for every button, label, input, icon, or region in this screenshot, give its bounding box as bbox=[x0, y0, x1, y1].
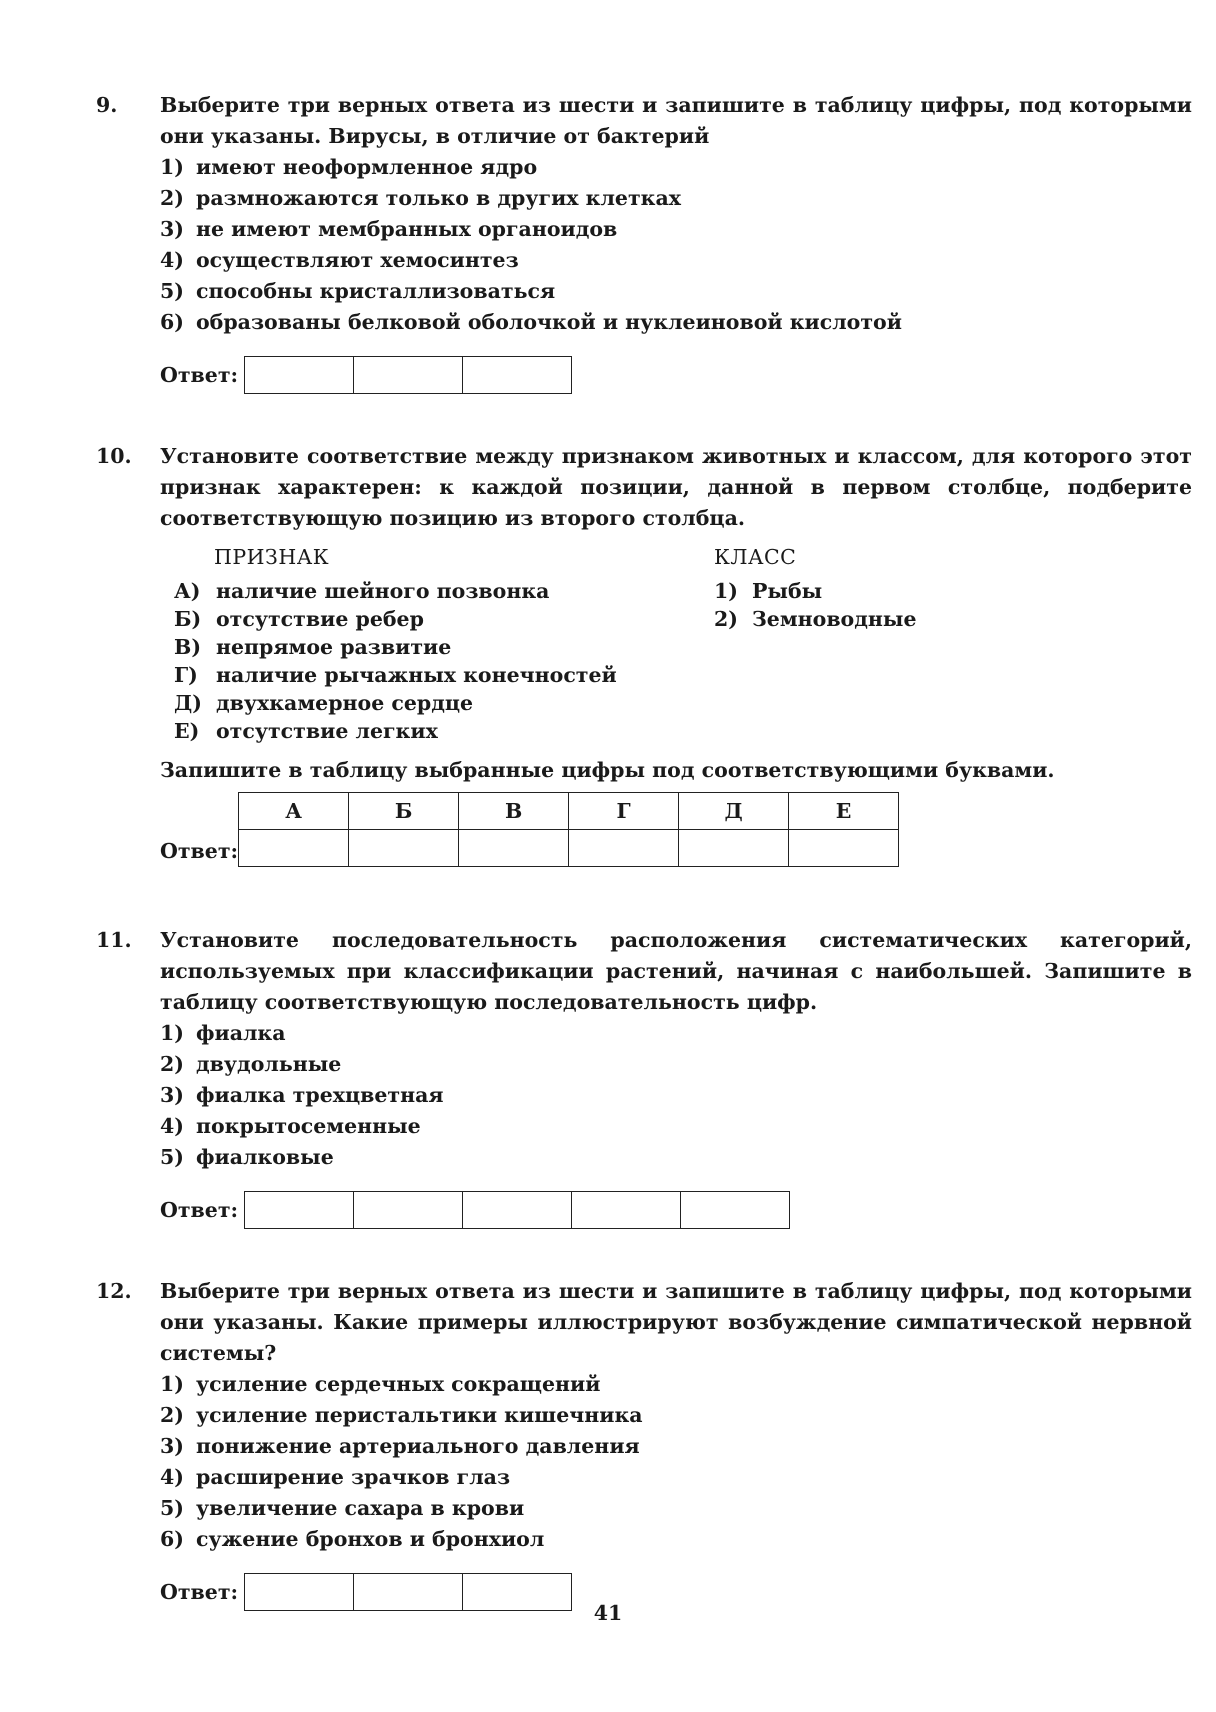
question-9 bbox=[96, 90, 1192, 394]
option-text: не имеют мембранных органоидов bbox=[196, 217, 618, 241]
option-text: размножаются только в других клетках bbox=[196, 186, 681, 210]
question-number: 11. bbox=[96, 928, 132, 952]
item-letter: Б) bbox=[174, 607, 202, 631]
option-number: 2) bbox=[160, 1052, 184, 1076]
answer-cell[interactable] bbox=[245, 357, 354, 393]
option-number: 5) bbox=[160, 279, 184, 303]
option-text: покрытосеменные bbox=[196, 1114, 421, 1138]
attribute-item bbox=[174, 661, 714, 689]
option-text: увеличение сахара в крови bbox=[196, 1496, 525, 1520]
option bbox=[160, 152, 1192, 183]
option bbox=[160, 1431, 1192, 1462]
table-instruction: Запишите в таблицу выбранные цифры под соответствующими буквами. bbox=[160, 758, 1055, 782]
option bbox=[160, 214, 1192, 245]
class-item bbox=[714, 605, 1192, 633]
question-text: Выберите три верных ответа из шести и запишите в таблицу цифры, под которыми они указаны. Вирусы, в отличие от бактерий bbox=[160, 93, 1192, 148]
question-text: Установите последовательность расположения систематических категорий, используемых при классификации растений, начиная с наибольшей. Запишите в таблицу соответствующую последовательность цифр. bbox=[160, 928, 1192, 1014]
option bbox=[160, 1018, 1192, 1049]
option-text: расширение зрачков глаз bbox=[196, 1465, 511, 1489]
item-letter: Е) bbox=[174, 719, 200, 743]
answer-cell[interactable] bbox=[245, 1192, 354, 1228]
table-letter: Б bbox=[349, 793, 459, 830]
answer-cell[interactable] bbox=[349, 830, 459, 867]
attribute-item bbox=[174, 605, 714, 633]
option-text: усиление сердечных сокращений bbox=[196, 1372, 601, 1396]
question-text: Установите соответствие между признаком животных и классом, для которого этот признак характерен: к каждой позиции, данной в первом столбце, подберите соответствующую позицию из второго столбца. bbox=[160, 444, 1192, 530]
option-number: 5) bbox=[160, 1496, 184, 1520]
answer-cell[interactable] bbox=[463, 1192, 572, 1228]
item-text: наличие рычажных конечностей bbox=[216, 663, 617, 687]
table-letter: Г bbox=[569, 793, 679, 830]
option-number: 1) bbox=[160, 1021, 184, 1045]
answer-cell[interactable] bbox=[572, 1192, 681, 1228]
answer-label: Ответ: bbox=[160, 1197, 239, 1222]
option-text: усиление перистальтики кишечника bbox=[196, 1403, 643, 1427]
option-text: фиалка bbox=[196, 1021, 286, 1045]
page-number: 41 bbox=[593, 1601, 623, 1625]
item-letter: В) bbox=[174, 635, 202, 659]
answer-cell[interactable] bbox=[459, 830, 569, 867]
option-number: 5) bbox=[160, 1145, 184, 1169]
item-text: наличие шейного позвонка bbox=[216, 579, 550, 603]
attribute-item bbox=[174, 633, 714, 661]
option-number: 6) bbox=[160, 310, 184, 334]
option bbox=[160, 183, 1192, 214]
item-text: Земноводные bbox=[752, 607, 917, 631]
answer-cell[interactable] bbox=[463, 357, 571, 393]
option bbox=[160, 1049, 1192, 1080]
option-text: образованы белковой оболочкой и нуклеиновой кислотой bbox=[196, 310, 902, 334]
table-corner bbox=[160, 793, 239, 830]
answer-label: Ответ: bbox=[160, 838, 239, 863]
question-number: 10. bbox=[96, 444, 132, 468]
attribute-item bbox=[174, 689, 714, 717]
option bbox=[160, 307, 1192, 338]
option-number: 1) bbox=[160, 1372, 184, 1396]
option-number: 4) bbox=[160, 1114, 184, 1138]
answer-label: Ответ: bbox=[160, 1579, 239, 1604]
item-text: Рыбы bbox=[752, 579, 823, 603]
option bbox=[160, 276, 1192, 307]
question-12 bbox=[96, 1276, 1192, 1611]
option bbox=[160, 1080, 1192, 1111]
table-letter: В bbox=[459, 793, 569, 830]
option-text: способны кристаллизоваться bbox=[196, 279, 556, 303]
option-number: 4) bbox=[160, 248, 184, 272]
question-number: 12. bbox=[96, 1279, 132, 1303]
option-number: 4) bbox=[160, 1465, 184, 1489]
option-number: 2) bbox=[160, 186, 184, 210]
item-text: отсутствие легких bbox=[216, 719, 438, 743]
answer-cell[interactable] bbox=[681, 1192, 789, 1228]
option-number: 3) bbox=[160, 1083, 184, 1107]
option-text: понижение артериального давления bbox=[196, 1434, 640, 1458]
item-letter: Д) bbox=[174, 691, 202, 715]
option bbox=[160, 1111, 1192, 1142]
item-text: непрямое развитие bbox=[216, 635, 452, 659]
option bbox=[160, 1400, 1192, 1431]
column-header: КЛАСС bbox=[714, 545, 797, 569]
option-text: двудольные bbox=[196, 1052, 342, 1076]
question-10 bbox=[96, 441, 1192, 867]
answer-label: Ответ: bbox=[160, 362, 239, 387]
option-text: осуществляют хемосинтез bbox=[196, 248, 519, 272]
answer-cell[interactable] bbox=[239, 830, 349, 867]
answer-row bbox=[160, 356, 1192, 394]
option bbox=[160, 1493, 1192, 1524]
option bbox=[160, 1142, 1192, 1173]
answer-cell[interactable] bbox=[354, 357, 463, 393]
option-text: фиалка трехцветная bbox=[196, 1083, 444, 1107]
option-text: имеют неоформленное ядро bbox=[196, 155, 538, 179]
answer-cell[interactable] bbox=[789, 830, 899, 867]
item-letter: Г) bbox=[174, 663, 198, 687]
column-header: ПРИЗНАК bbox=[214, 545, 330, 569]
answer-cell[interactable] bbox=[354, 1192, 463, 1228]
option-number: 3) bbox=[160, 217, 184, 241]
item-letter: А) bbox=[174, 579, 201, 603]
class-column bbox=[714, 542, 1192, 745]
answer-row bbox=[160, 1191, 1192, 1229]
attribute-item bbox=[174, 717, 714, 745]
option-text: фиалковые bbox=[196, 1145, 334, 1169]
item-number: 1) bbox=[714, 579, 738, 603]
class-item bbox=[714, 577, 1192, 605]
option bbox=[160, 1369, 1192, 1400]
attribute-column bbox=[160, 542, 714, 745]
item-number: 2) bbox=[714, 607, 738, 631]
item-text: двухкамерное сердце bbox=[216, 691, 474, 715]
answer-boxes bbox=[244, 356, 572, 394]
option bbox=[160, 245, 1192, 276]
option-number: 2) bbox=[160, 1403, 184, 1427]
table-letter: Д bbox=[679, 793, 789, 830]
option-number: 3) bbox=[160, 1434, 184, 1458]
option bbox=[160, 1462, 1192, 1493]
question-number: 9. bbox=[96, 93, 118, 117]
answer-cell[interactable] bbox=[569, 830, 679, 867]
question-11 bbox=[96, 925, 1192, 1229]
table-letter: А bbox=[239, 793, 349, 830]
answer-boxes bbox=[244, 1191, 790, 1229]
attribute-item bbox=[174, 577, 714, 605]
option-number: 6) bbox=[160, 1527, 184, 1551]
option-text: сужение бронхов и бронхиол bbox=[196, 1527, 545, 1551]
option-number: 1) bbox=[160, 155, 184, 179]
question-text: Выберите три верных ответа из шести и запишите в таблицу цифры, под которыми они указаны. Какие примеры иллюстрируют возбуждение симпатической нервной системы? bbox=[160, 1279, 1192, 1365]
answer-table bbox=[160, 792, 899, 867]
item-text: отсутствие ребер bbox=[216, 607, 424, 631]
table-letter: Е bbox=[789, 793, 899, 830]
answer-cell[interactable] bbox=[679, 830, 789, 867]
option bbox=[160, 1524, 1192, 1555]
matching-columns bbox=[160, 542, 1192, 745]
